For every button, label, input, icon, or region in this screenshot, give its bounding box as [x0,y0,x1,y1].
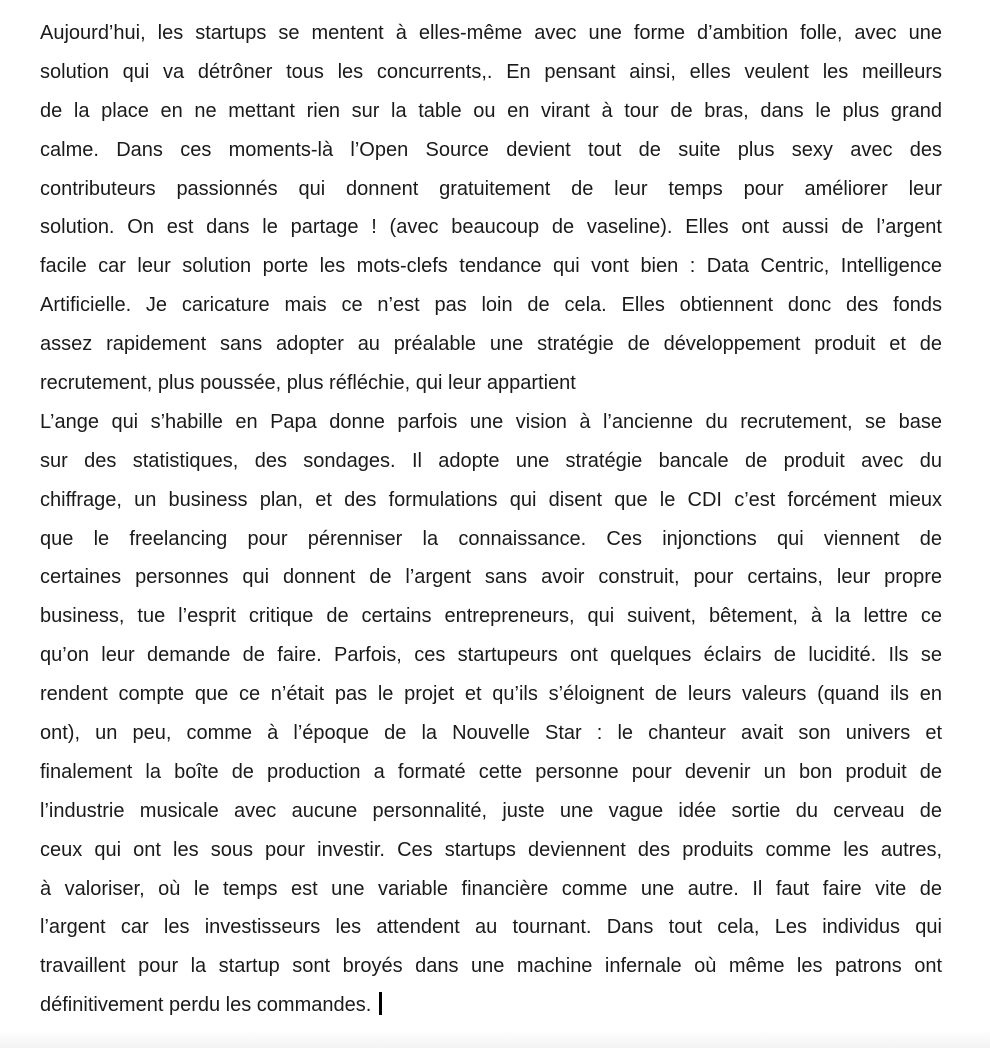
text-line: que le freelancing pour pérenniser la connaissance. Ces injonctions qui viennent de [40,527,942,550]
text-line: Artificielle. Je caricature mais ce n’est pas loin de cela. Elles obtiennent donc des fonds [40,294,942,317]
last-text-line [40,986,942,1025]
text-line: l’argent car les investisseurs les attendent au tournant. Dans tout cela, Les individus qui [40,916,942,939]
text-line: L’ange qui s’habille en Papa donne parfois une vision à l’ancienne du recrutement, se base [40,410,942,433]
text-line: facile car leur solution porte les mots-clefs tendance qui vont bien : Data Centric, Intelligence [40,255,942,278]
text-line-content: définitivement perdu les commandes. [40,994,372,1017]
text-line: chiffrage, un business plan, et des formulations qui disent que le CDI c’est forcément mieux [40,488,942,511]
document-body[interactable] [40,14,942,1025]
text-line: assez rapidement sans adopter au préalable une stratégie de développement produit et de [40,333,942,356]
text-line: certaines personnes qui donnent de l’argent sans avoir construit, pour certains, leur propre [40,566,942,589]
text-line: rendent compte que ce n’était pas le projet et qu’ils s’éloignent de leurs valeurs (quand ils en [40,683,942,706]
text-line: finalement la boîte de production a formaté cette personne pour devenir un bon produit de [40,760,942,783]
text-line: recrutement, plus poussée, plus réfléchie, qui leur appartient [40,372,576,395]
text-line: à valoriser, où le temps est une variable financière comme une autre. Il faut faire vite de [40,877,942,900]
text-line: sur des statistiques, des sondages. Il adopte une stratégie bancale de produit avec du [40,449,942,472]
text-line: solution qui va détrôner tous les concurrents,. En pensant ainsi, elles veulent les meilleurs [40,60,942,83]
text-line: l’industrie musicale avec aucune personnalité, juste une vague idée sortie du cerveau de [40,799,942,822]
paragraph-1 [40,14,942,403]
text-line: de la place en ne mettant rien sur la table ou en virant à tour de bras, dans le plus grand [40,99,942,122]
text-line: calme. Dans ces moments-là l’Open Source devient tout de suite plus sexy avec des [40,138,942,161]
text-line: qu’on leur demande de faire. Parfois, ces startupeurs ont quelques éclairs de lucidité. Ils se [40,644,942,667]
text-line: contributeurs passionnés qui donnent gratuitement de leur temps pour améliorer leur [40,177,942,200]
text-line: ceux qui ont les sous pour investir. Ces startups deviennent des produits comme les autres, [40,838,942,861]
text-line: ont), un peu, comme à l’époque de la Nouvelle Star : le chanteur avait son univers et [40,722,942,745]
paragraph-2 [40,403,942,1025]
text-line: business, tue l’esprit critique de certains entrepreneurs, qui suivent, bêtement, à la lettre ce [40,605,942,628]
text-cursor [379,992,382,1015]
text-line: travaillent pour la startup sont broyés dans une machine infernale où même les patrons ont [40,955,942,978]
text-line: Aujourd’hui, les startups se mentent à elles-même avec une forme d’ambition folle, avec une [40,22,942,44]
text-line: solution. On est dans le partage ! (avec beaucoup de vaseline). Elles ont aussi de l’argent [40,216,942,239]
